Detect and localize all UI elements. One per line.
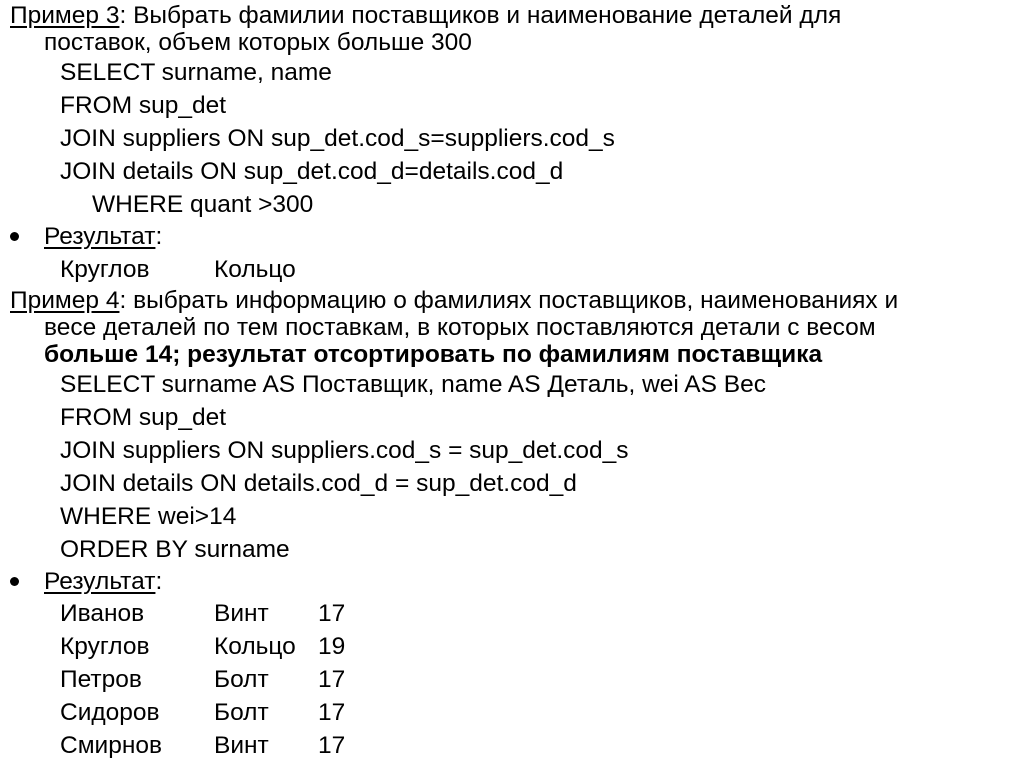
result-detail: Болт [214, 699, 269, 726]
result-detail: Болт [214, 666, 269, 693]
bullet-icon [10, 577, 19, 586]
result-weight: 17 [318, 699, 346, 726]
example4-result-table [60, 597, 345, 762]
example4-sql-line: ORDER BY surname [60, 536, 290, 563]
example4-sql-line: JOIN details ON details.cod_d = sup_det.cod_d [60, 470, 577, 497]
result-weight: 17 [318, 600, 346, 627]
table-row [60, 253, 318, 286]
example3-sql-line: JOIN details ON sup_det.cod_d=details.cod_d [60, 158, 564, 185]
example4-sql-line: JOIN suppliers ON suppliers.cod_s = sup_det.cod_s [60, 437, 629, 464]
result-surname: Петров [60, 666, 142, 693]
bullet-icon [10, 232, 19, 241]
example4-heading-line2: весе деталей по тем поставкам, в которых поставляются детали с весом [44, 314, 876, 341]
table-row [60, 696, 345, 729]
example4-sql-line: FROM sup_det [60, 404, 227, 431]
example3-sql-line: SELECT surname, name [60, 59, 332, 86]
result-weight: 17 [318, 732, 346, 759]
example3-result-heading [44, 220, 162, 253]
result-detail: Кольцо [214, 256, 296, 283]
result-detail: Кольцо [214, 633, 296, 660]
example4-result-heading [44, 565, 162, 598]
result-weight: 19 [318, 633, 346, 660]
result-surname: Сидоров [60, 699, 160, 726]
result-surname: Иванов [60, 600, 145, 627]
example3-sql-line: FROM sup_det [60, 92, 227, 119]
example3-heading-text: : Выбрать фамилии поставщиков и наименование деталей для [119, 2, 842, 29]
result-surname: Смирнов [60, 732, 163, 759]
table-row [60, 630, 345, 663]
table-row [60, 729, 345, 762]
example4-label: Пример 4 [10, 287, 120, 314]
result-detail: Винт [214, 600, 269, 627]
example4-result-colon: : [155, 568, 163, 595]
example3-result-table [60, 253, 318, 286]
result-surname: Круглов [60, 256, 150, 283]
example4-heading-line3: больше 14; результат отсортировать по фамилиям поставщика [44, 341, 823, 368]
table-row [60, 663, 345, 696]
example3-result-label: Результат [44, 223, 156, 250]
result-detail: Винт [214, 732, 269, 759]
example3-sql-line: WHERE quant >300 [92, 191, 314, 218]
example3-sql-line: JOIN suppliers ON sup_det.cod_s=suppliers.cod_s [60, 125, 615, 152]
example3-heading-line2: поставок, объем которых больше 300 [44, 29, 472, 56]
example3-label: Пример 3 [10, 2, 120, 29]
example4-result-label: Результат [44, 568, 156, 595]
example4-sql-line: WHERE wei>14 [60, 503, 237, 530]
result-weight: 17 [318, 666, 346, 693]
example4-heading-text: : выбрать информацию о фамилиях поставщиков, наименованиях и [119, 287, 899, 314]
result-surname: Круглов [60, 633, 150, 660]
table-row [60, 597, 345, 630]
example4-sql-line: SELECT surname AS Поставщик, name AS Деталь, wei AS Вес [60, 371, 766, 398]
example3-result-colon: : [155, 223, 163, 250]
